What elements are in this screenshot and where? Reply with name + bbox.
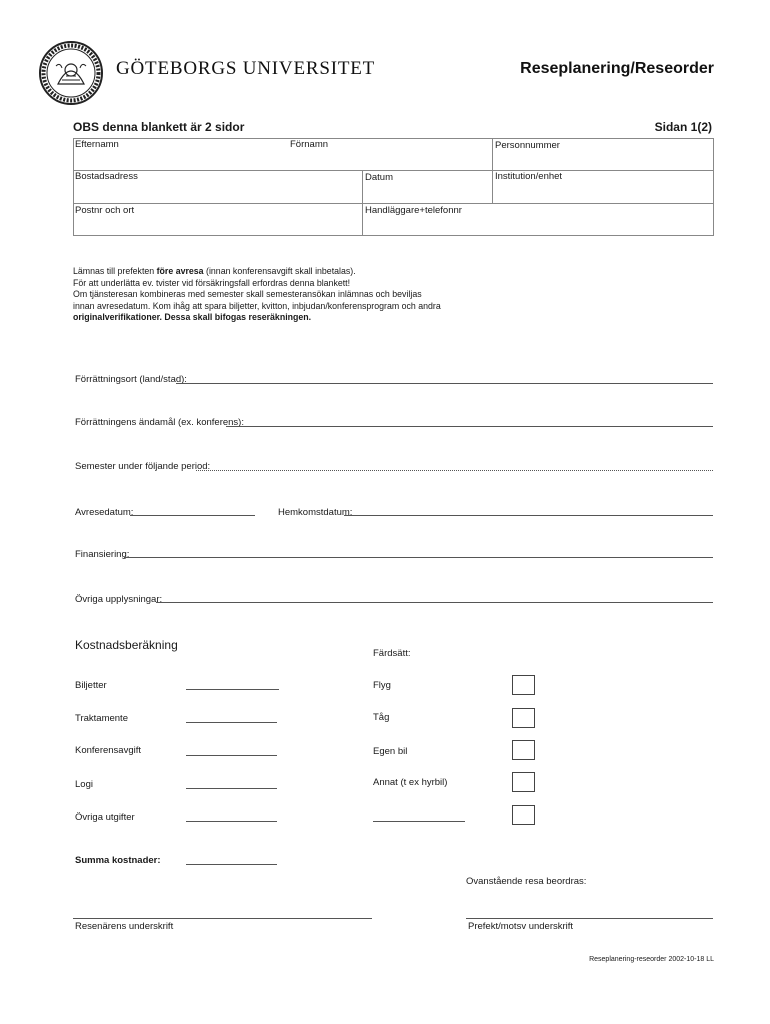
- ordered-label: Ovanstående resa beordras:: [466, 876, 587, 887]
- allowance-input[interactable]: [186, 722, 277, 723]
- university-seal: [38, 40, 104, 106]
- address-label: Bostadsadress: [75, 171, 138, 182]
- departure-date-label: Avresedatum:: [75, 507, 134, 518]
- institution-label: Institution/enhet: [495, 171, 563, 182]
- conference-fee-input[interactable]: [186, 755, 277, 756]
- return-date-input[interactable]: [344, 515, 713, 516]
- surname-field[interactable]: [75, 139, 119, 150]
- prefect-signature-line[interactable]: [466, 918, 713, 919]
- allowance-label: Traktamente: [75, 713, 128, 724]
- form-code: Reseplanering-reseorder 2002-10-18 LL: [589, 956, 714, 963]
- financing-input[interactable]: [124, 557, 713, 558]
- total-cost-input[interactable]: [186, 864, 277, 865]
- postal-label: Postnr och ort: [75, 205, 135, 216]
- other-transport-specified-checkbox[interactable]: [512, 805, 535, 825]
- other-transport-input[interactable]: [373, 821, 465, 822]
- lodging-input[interactable]: [186, 788, 277, 789]
- notice: OBS denna blankett är 2 sidor: [73, 120, 245, 134]
- total-cost-label: Summa kostnader:: [75, 855, 161, 866]
- address-field[interactable]: [75, 171, 138, 182]
- other-info-input[interactable]: [156, 602, 713, 603]
- firstname-field[interactable]: [290, 139, 328, 150]
- traveler-signature-label: Resenärens underskrift: [75, 921, 174, 932]
- surname-label: Efternamn: [75, 139, 119, 150]
- personal-number-label: Personnummer: [495, 140, 560, 151]
- conference-fee-label: Konferensavgift: [75, 745, 142, 756]
- cost-heading: Kostnadsberäkning: [75, 638, 178, 652]
- instructions: Lämnas till prefekten före avresa (innan konferensavgift skall inbetalas). För att underlätta ev. tvister vid försäkringsfall erfordras denna blankett! Om tjänsteresan kombineras med semester skall semesteransökan inlämnas och beviljas innan avresedatum. Kom ihåg att spara biljetter, kvitton, inbjudan/konferensprogram och andra originalverifikationer. Dessa skall bifogas reseräkningen.: [73, 266, 441, 322]
- handler-label: Handläggare+telefonnr: [365, 205, 462, 216]
- date-label: Datum: [365, 172, 393, 183]
- other-expenses-input[interactable]: [186, 821, 277, 822]
- page-number: Sidan 1(2): [654, 120, 712, 134]
- flight-checkbox[interactable]: [512, 675, 535, 695]
- date-field[interactable]: [365, 172, 393, 183]
- destination-label: Förrättningsort (land/stad):: [75, 374, 187, 385]
- firstname-label: Förnamn: [290, 139, 329, 150]
- form-title: Reseplanering/Reseorder: [520, 60, 714, 77]
- lodging-label: Logi: [75, 779, 93, 790]
- other-transport-checkbox[interactable]: [512, 772, 535, 792]
- university-name: GÖTEBORGS UNIVERSITET: [116, 58, 376, 79]
- financing-label: Finansiering:: [75, 549, 130, 560]
- purpose-label: Förrättningens ändamål (ex. konferens):: [75, 417, 244, 428]
- flight-label: Flyg: [373, 680, 391, 691]
- other-info-label: Övriga upplysningar:: [75, 594, 163, 605]
- tickets-input[interactable]: [186, 689, 279, 690]
- return-date-label: Hemkomstdatum:: [278, 507, 353, 518]
- departure-date-input[interactable]: [130, 515, 255, 516]
- institution-field[interactable]: [495, 171, 562, 182]
- vacation-period-input[interactable]: [196, 470, 713, 471]
- other-expenses-label: Övriga utgifter: [75, 812, 135, 823]
- personal-number-field[interactable]: [495, 140, 560, 151]
- handler-field[interactable]: [365, 205, 462, 216]
- own-car-label: Egen bil: [373, 746, 408, 757]
- other-transport-label: Annat (t ex hyrbil): [373, 777, 448, 788]
- prefect-signature-label: Prefekt/motsv underskrift: [468, 921, 574, 932]
- own-car-checkbox[interactable]: [512, 740, 535, 760]
- tickets-label: Biljetter: [75, 680, 107, 691]
- vacation-period-label: Semester under följande period:: [75, 461, 211, 472]
- travel-mode-heading: Färdsätt:: [373, 648, 411, 659]
- train-label: Tåg: [373, 712, 390, 723]
- destination-input[interactable]: [176, 383, 713, 384]
- traveler-signature-line[interactable]: [73, 918, 372, 919]
- train-checkbox[interactable]: [512, 708, 535, 728]
- postal-field[interactable]: [75, 205, 134, 216]
- purpose-input[interactable]: [226, 426, 713, 427]
